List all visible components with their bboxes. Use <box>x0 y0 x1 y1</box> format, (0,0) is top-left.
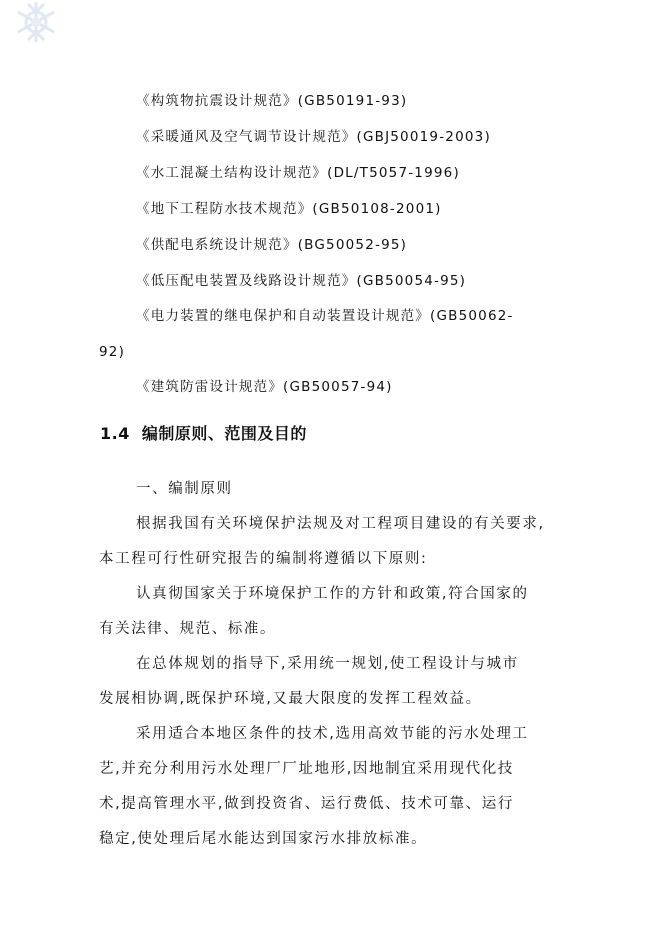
standard-item-continuation: 92) <box>99 344 126 360</box>
standard-item: 《电力装置的继电保护和自动装置设计规范》(GB50062- <box>136 308 514 324</box>
standard-item: 《水工混凝土结构设计规范》(DL/T5057-1996) <box>136 165 460 181</box>
section-heading <box>100 424 307 444</box>
paragraph-line: 在总体规划的指导下,采用统一规划,使工程设计与城市 <box>136 656 519 672</box>
standard-item: 《地下工程防水技术规范》(GB50108-2001) <box>136 201 442 217</box>
paragraph-line: 认真彻国家关于环境保护工作的方针和政策,符合国家的 <box>136 586 529 602</box>
standard-item: 《建筑防雷设计规范》(GB50057-94) <box>136 379 393 395</box>
paragraph-line: 发展相协调,既保护环境,又最大限度的发挥工程效益。 <box>99 691 482 707</box>
paragraph-line: 根据我国有关环境保护法规及对工程项目建设的有关要求, <box>136 516 545 532</box>
paragraph-line: 本工程可行性研究报告的编制将遵循以下原则: <box>99 551 428 567</box>
paragraph-line: 艺,并充分利用污水处理厂厂址地形,因地制宜采用现代化技 <box>99 761 514 777</box>
paragraph-line: 稳定,使处理后尾水能达到国家污水排放标准。 <box>99 831 428 847</box>
standard-item: 《供配电系统设计规范》(BG50052-95) <box>136 237 408 253</box>
section-number: 1.4 <box>100 424 130 443</box>
standard-item: 《构筑物抗震设计规范》(GB50191-93) <box>136 93 408 109</box>
section-title: 编制原则、范围及目的 <box>141 424 307 443</box>
paragraph-line: 术,提高管理水平,做到投资省、运行费低、技术可靠、运行 <box>99 796 514 812</box>
subsection-heading: 一、编制原则 <box>136 481 233 497</box>
standard-item: 《采暖通风及空气调节设计规范》(GBJ50019-2003) <box>136 129 491 145</box>
standard-item: 《低压配电装置及线路设计规范》(GB50054-95) <box>136 273 467 289</box>
paragraph-line: 采用适合本地区条件的技术,选用高效节能的污水处理工 <box>136 726 529 742</box>
snowflake-watermark-icon <box>0 0 72 60</box>
paragraph-line: 有关法律、规范、标准。 <box>99 621 277 637</box>
